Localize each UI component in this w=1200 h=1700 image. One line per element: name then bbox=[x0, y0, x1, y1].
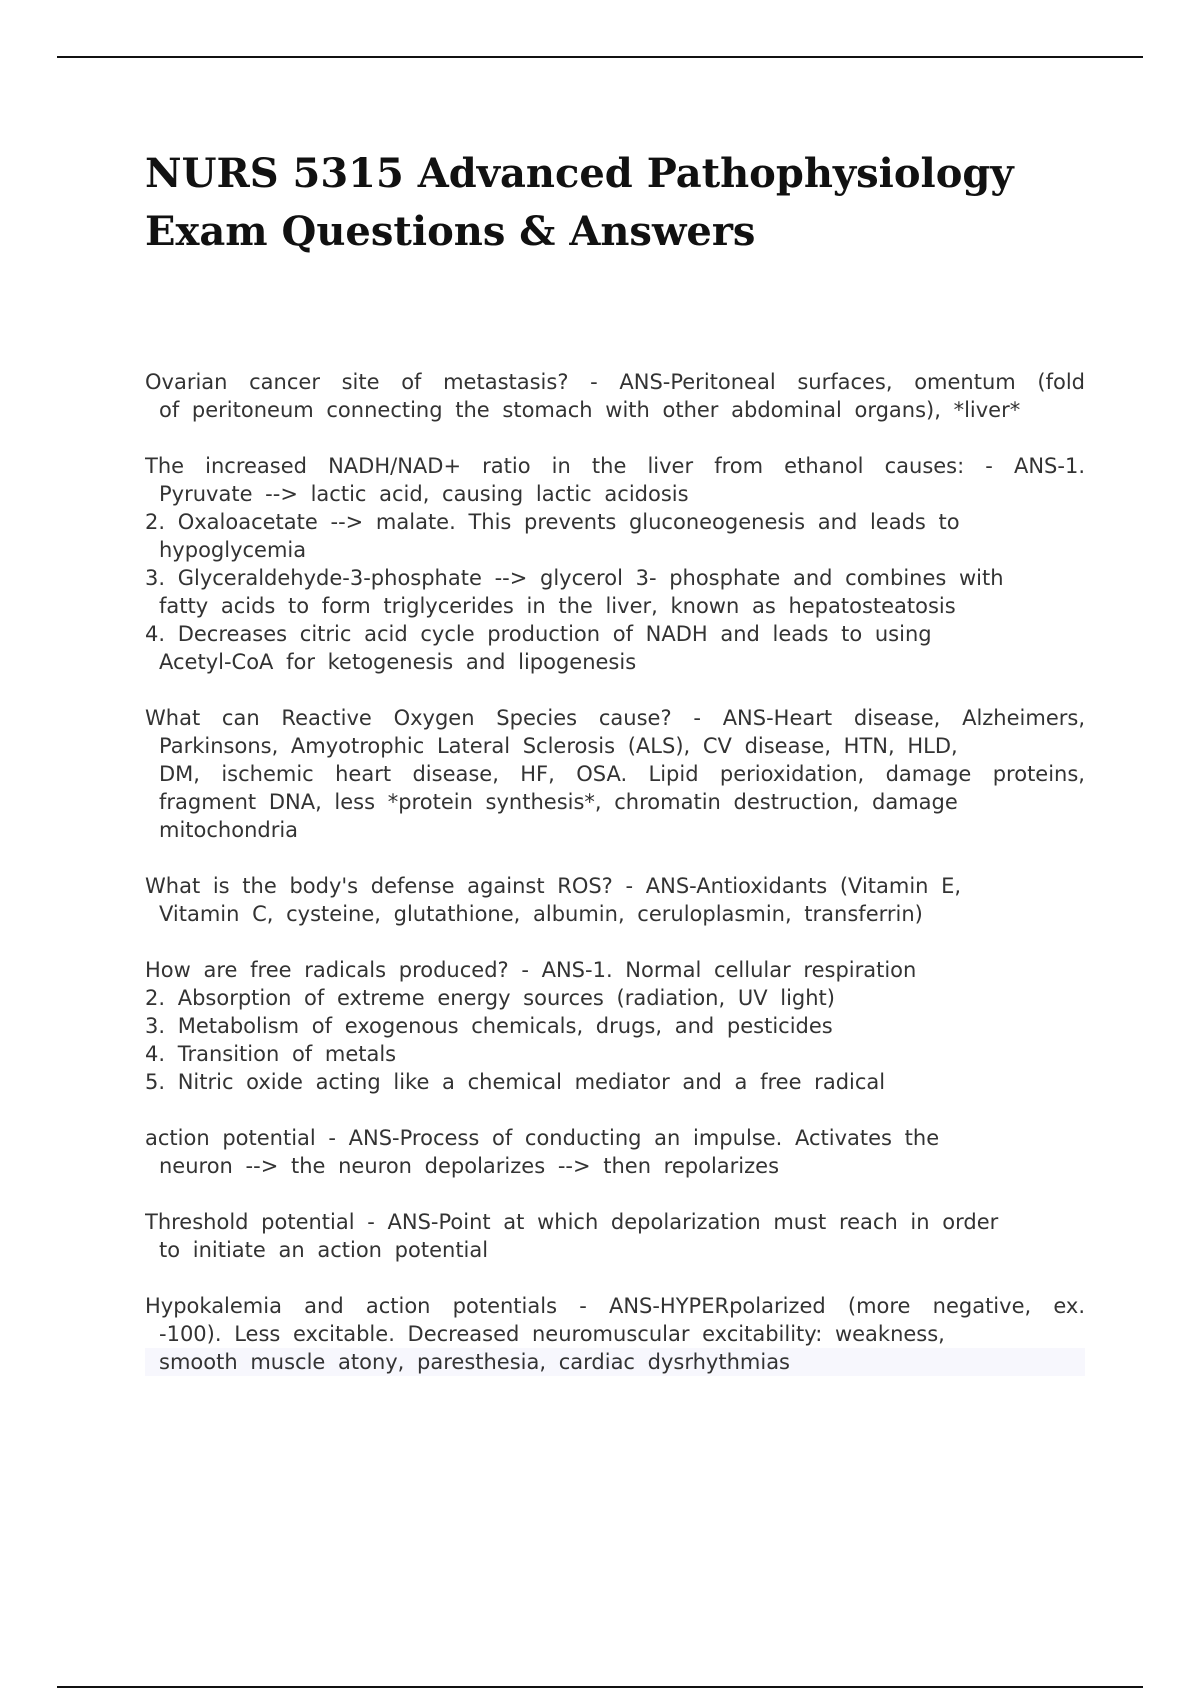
qa-line: neuron --> the neuron depolarizes --> then repolarizes bbox=[159, 1154, 780, 1178]
qa-line: mitochondria bbox=[159, 818, 299, 842]
title-line: NURS 5315 Advanced Pathophysiology bbox=[145, 150, 1014, 197]
qa-item bbox=[145, 1292, 1085, 1376]
title-line: Exam Questions & Answers bbox=[145, 208, 756, 255]
qa-line: fragment DNA, less *protein synthesis*, chromatin destruction, damage bbox=[159, 790, 958, 814]
qa-line: Hypokalemia and action potentials - ANS-HYPERpolarized (more negative, ex. bbox=[145, 1294, 1085, 1318]
qa-line: How are free radicals produced? - ANS-1. Normal cellular respiration bbox=[145, 958, 917, 982]
qa-line: Parkinsons, Amyotrophic Lateral Sclerosis (ALS), CV disease, HTN, HLD, bbox=[159, 734, 958, 758]
qa-line: action potential - ANS-Process of conducting an impulse. Activates the bbox=[145, 1126, 940, 1150]
qa-line: What is the body's defense against ROS? - ANS-Antioxidants (Vitamin E, bbox=[145, 874, 962, 898]
qa-line: 5. Nitric oxide acting like a chemical mediator and a free radical bbox=[145, 1070, 886, 1094]
bottom-rule bbox=[57, 1686, 1143, 1688]
qa-line: -100). Less excitable. Decreased neuromuscular excitability: weakness, bbox=[159, 1322, 945, 1346]
qa-line: 4. Transition of metals bbox=[145, 1042, 397, 1066]
qa-line: smooth muscle atony, paresthesia, cardiac dysrhythmias bbox=[145, 1348, 1085, 1376]
qa-item bbox=[145, 1208, 1085, 1264]
qa-item bbox=[145, 452, 1085, 676]
qa-item bbox=[145, 368, 1085, 424]
qa-item bbox=[145, 956, 1085, 1096]
qa-line: 3. Metabolism of exogenous chemicals, drugs, and pesticides bbox=[145, 1014, 833, 1038]
qa-line: Vitamin C, cysteine, glutathione, albumin, ceruloplasmin, transferrin) bbox=[159, 902, 923, 926]
qa-list bbox=[145, 368, 1085, 1404]
qa-line: Threshold potential - ANS-Point at which depolarization must reach in order bbox=[145, 1210, 999, 1234]
qa-item bbox=[145, 872, 1085, 928]
qa-item bbox=[145, 704, 1085, 844]
qa-line: 2. Absorption of extreme energy sources (radiation, UV light) bbox=[145, 986, 835, 1010]
qa-line: DM, ischemic heart disease, HF, OSA. Lipid perioxidation, damage proteins, bbox=[159, 762, 1085, 786]
qa-line: Pyruvate --> lactic acid, causing lactic acidosis bbox=[159, 482, 689, 506]
qa-line: 3. Glyceraldehyde-3-phosphate --> glycerol 3- phosphate and combines with bbox=[145, 566, 1004, 590]
qa-line: to initiate an action potential bbox=[159, 1238, 489, 1262]
qa-line: 2. Oxaloacetate --> malate. This prevents gluconeogenesis and leads to bbox=[145, 510, 960, 534]
top-rule bbox=[57, 56, 1143, 58]
page-title bbox=[145, 145, 1105, 261]
qa-line: fatty acids to form triglycerides in the liver, known as hepatosteatosis bbox=[159, 594, 956, 618]
qa-line: What can Reactive Oxygen Species cause? - ANS-Heart disease, Alzheimers, bbox=[145, 706, 1085, 730]
qa-line: 4. Decreases citric acid cycle production of NADH and leads to using bbox=[145, 622, 932, 646]
qa-line: of peritoneum connecting the stomach with other abdominal organs), *liver* bbox=[159, 398, 1021, 422]
qa-item bbox=[145, 1124, 1085, 1180]
qa-line: hypoglycemia bbox=[159, 538, 307, 562]
qa-line: Acetyl-CoA for ketogenesis and lipogenesis bbox=[159, 650, 637, 674]
qa-line: Ovarian cancer site of metastasis? - ANS-Peritoneal surfaces, omentum (fold bbox=[145, 370, 1085, 394]
qa-line: The increased NADH/NAD+ ratio in the liver from ethanol causes: - ANS-1. bbox=[145, 454, 1085, 478]
